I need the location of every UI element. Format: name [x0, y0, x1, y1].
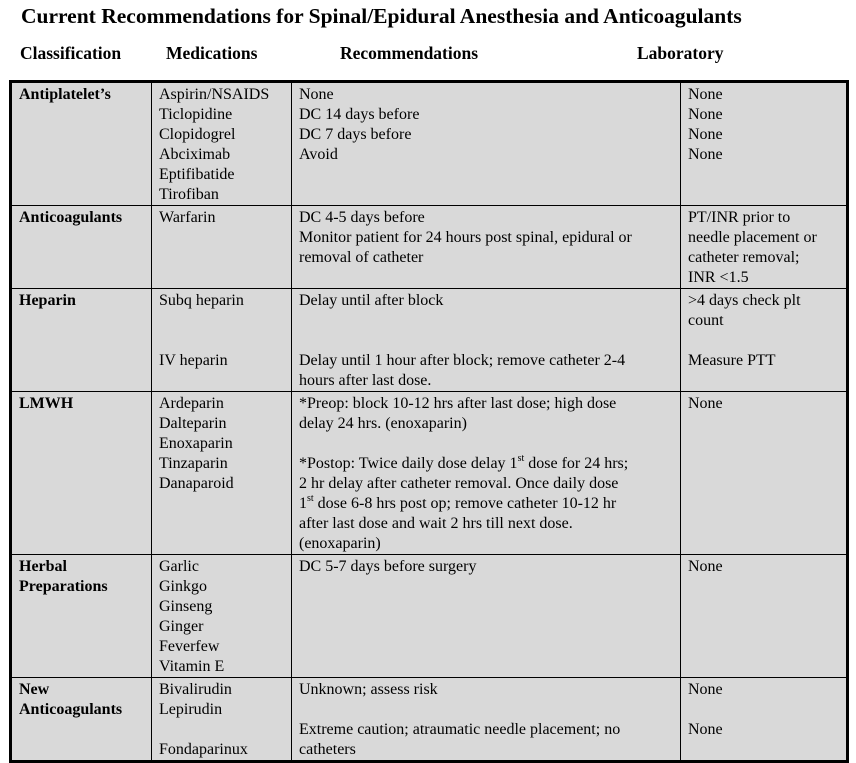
recommendations-cell	[292, 289, 681, 392]
medications-line	[159, 720, 284, 740]
medications-line: Dalteparin	[159, 415, 227, 432]
table-row	[11, 206, 848, 289]
header-classification: Classification	[20, 43, 122, 63]
classification-line: Anticoagulants	[19, 701, 123, 718]
laboratory-line: None	[688, 126, 723, 143]
medications-line: Ginkgo	[159, 578, 207, 595]
recommendations-line: Unknown; assess risk	[299, 681, 438, 698]
medications-line: Tirofiban	[159, 186, 219, 203]
recommendations-line: DC 14 days before	[299, 106, 420, 123]
laboratory-line: None	[688, 146, 723, 163]
laboratory-line: count	[688, 312, 724, 329]
laboratory-cell	[681, 555, 848, 678]
medications-line: Vitamin E	[159, 658, 225, 675]
recommendations-line	[299, 311, 673, 331]
medications-line: Bivalirudin	[159, 681, 232, 698]
recommendations-line: Monitor patient for 24 hours post spinal, epidural or	[299, 229, 632, 246]
classification-line: Anticoagulants	[19, 209, 123, 226]
classification-line: Preparations	[19, 578, 108, 595]
header-recommendations: Recommendations	[340, 43, 479, 63]
laboratory-cell	[681, 392, 848, 555]
recommendations-line: Delay until 1 hour after block; remove catheter 2-4	[299, 352, 626, 369]
classification-cell	[11, 555, 152, 678]
laboratory-line: needle placement or	[688, 229, 817, 246]
recommendations-line: 2 hr delay after catheter removal. Once daily dose	[299, 475, 619, 492]
recommendations-cell	[292, 206, 681, 289]
header-medications: Medications	[166, 43, 258, 63]
medications-line: Ginger	[159, 618, 204, 635]
laboratory-cell	[681, 678, 848, 762]
table-row	[11, 555, 848, 678]
classification-line: Antiplatelet’s	[19, 86, 111, 103]
classification-cell	[11, 206, 152, 289]
classification-line: New	[19, 681, 50, 698]
recommendations-line: Extreme caution; atraumatic needle placement; no	[299, 721, 621, 738]
table-row	[11, 678, 848, 762]
recommendations-cell	[292, 678, 681, 762]
medications-line: Abciximab	[159, 146, 231, 163]
recommendations-line	[299, 700, 673, 720]
classification-line: LMWH	[19, 395, 74, 412]
laboratory-cell	[681, 206, 848, 289]
recommendations-cell	[292, 82, 681, 206]
table-row	[11, 289, 848, 392]
classification-line: Herbal	[19, 558, 67, 575]
table-row	[11, 82, 848, 206]
recommendations-line: DC 7 days before	[299, 126, 412, 143]
medications-cell	[152, 678, 292, 762]
recommendations-line: *Postop: Twice daily dose delay 1st dose for 24 hrs;	[299, 453, 629, 472]
document-title: Current Recommendations for Spinal/Epidural Anesthesia and Anticoagulants	[21, 4, 742, 28]
laboratory-line: None	[688, 721, 723, 738]
recommendations-line: removal of catheter	[299, 249, 424, 266]
laboratory-line	[688, 700, 839, 720]
laboratory-line: None	[688, 86, 723, 103]
recommendations-line: Avoid	[299, 146, 338, 163]
recommendations-line: 1st dose 6-8 hrs post op; remove catheter 10-12 hr	[299, 493, 617, 512]
table-row	[11, 392, 848, 555]
medications-line	[159, 331, 284, 351]
medications-cell	[152, 82, 292, 206]
recommendations-line: (enoxaparin)	[299, 535, 381, 552]
medications-line: Eptifibatide	[159, 166, 235, 183]
medications-line: Danaparoid	[159, 475, 234, 492]
header-laboratory: Laboratory	[637, 43, 724, 63]
laboratory-cell	[681, 82, 848, 206]
recommendations-table	[9, 80, 849, 763]
classification-cell	[11, 678, 152, 762]
medications-line: Enoxaparin	[159, 435, 233, 452]
medications-line: Fondaparinux	[159, 741, 248, 758]
medications-cell	[152, 206, 292, 289]
recommendations-line: *Preop: block 10-12 hrs after last dose; high dose	[299, 395, 617, 412]
medications-line: Feverfew	[159, 638, 220, 655]
recommendations-line: catheters	[299, 741, 356, 758]
medications-line: Aspirin/NSAIDS	[159, 86, 270, 103]
medications-cell	[152, 555, 292, 678]
medications-line: Ardeparin	[159, 395, 224, 412]
recommendations-line: DC 5-7 days before surgery	[299, 558, 477, 575]
recommendations-cell	[292, 555, 681, 678]
recommendations-line	[299, 331, 673, 351]
laboratory-line: Measure PTT	[688, 352, 776, 369]
medications-cell	[152, 392, 292, 555]
laboratory-line: None	[688, 106, 723, 123]
classification-cell	[11, 289, 152, 392]
classification-cell	[11, 392, 152, 555]
medications-line: IV heparin	[159, 352, 228, 369]
laboratory-cell	[681, 289, 848, 392]
medications-line: Subq heparin	[159, 292, 244, 309]
laboratory-line: INR <1.5	[688, 269, 749, 286]
recommendations-line: None	[299, 86, 334, 103]
recommendations-line: DC 4-5 days before	[299, 209, 425, 226]
medications-line: Lepirudin	[159, 701, 223, 718]
laboratory-line: catheter removal;	[688, 249, 800, 266]
medications-line: Warfarin	[159, 209, 216, 226]
medications-line: Garlic	[159, 558, 199, 575]
medications-line: Ginseng	[159, 598, 213, 615]
recommendations-line: after last dose and wait 2 hrs till next dose.	[299, 515, 573, 532]
recommendations-line: delay 24 hrs. (enoxaparin)	[299, 415, 467, 432]
medications-cell	[152, 289, 292, 392]
recommendations-cell	[292, 392, 681, 555]
laboratory-line: None	[688, 558, 723, 575]
recommendations-line: Delay until after block	[299, 292, 444, 309]
laboratory-line: >4 days check plt	[688, 292, 801, 309]
laboratory-line: None	[688, 681, 723, 698]
laboratory-line	[688, 331, 839, 351]
medications-line	[159, 311, 284, 331]
recommendations-line: hours after last dose.	[299, 372, 432, 389]
classification-line: Heparin	[19, 292, 76, 309]
medications-line: Ticlopidine	[159, 106, 233, 123]
laboratory-line: PT/INR prior to	[688, 209, 791, 226]
medications-line: Clopidogrel	[159, 126, 236, 143]
medications-line: Tinzaparin	[159, 455, 228, 472]
laboratory-line: None	[688, 395, 723, 412]
recommendations-line	[299, 434, 673, 454]
classification-cell	[11, 82, 152, 206]
